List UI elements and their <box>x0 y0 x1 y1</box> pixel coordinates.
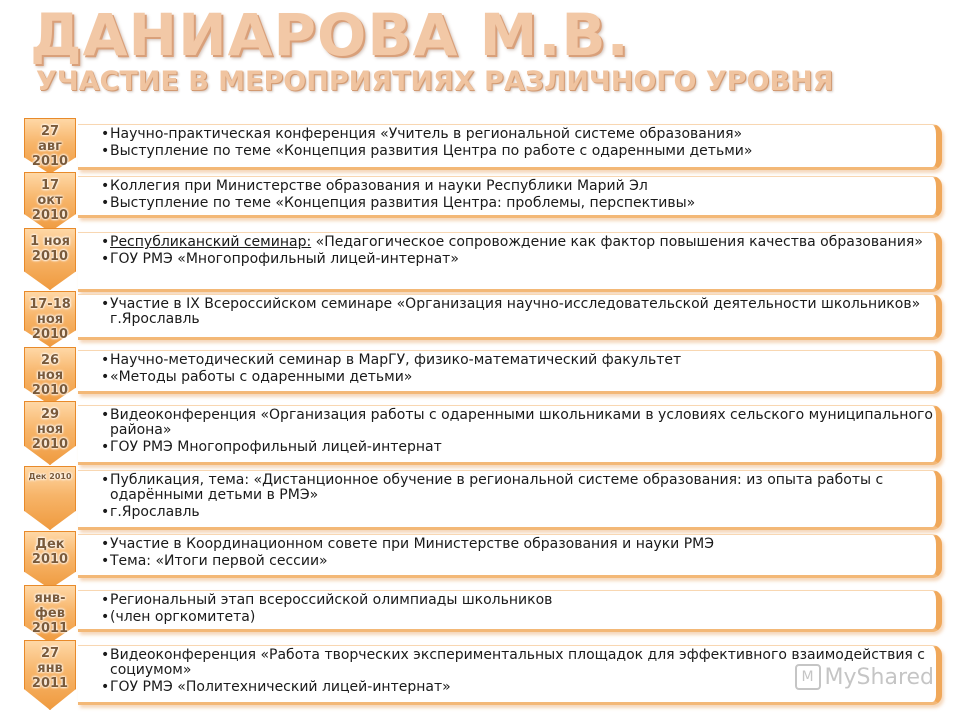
event-date-part: янв <box>37 661 63 676</box>
event-date-part: ноя <box>36 422 64 437</box>
event-items <box>78 593 936 625</box>
event-date-part: 26 <box>40 353 60 368</box>
event-item-text: Видеоконференция «Организация работы с одаренными школьниками в условиях сельского муниципального района» <box>110 407 933 438</box>
event-item-text: Коллегия при Министерстве образования и науки Республики Марий Эл <box>110 178 648 194</box>
event-item-text: Научно-практическая конференция «Учитель в региональной системе образования» <box>110 126 743 142</box>
event-card <box>78 590 942 632</box>
event-card <box>78 534 942 578</box>
event-item <box>101 408 936 438</box>
event-date <box>22 353 78 398</box>
event-date <box>22 646 78 691</box>
event-date <box>22 178 78 223</box>
event-items <box>78 473 936 520</box>
event-date-part: 1 ноя <box>30 234 70 249</box>
event-item <box>101 537 936 552</box>
event-card <box>78 470 942 530</box>
event-date-part: 2010 <box>31 154 69 169</box>
watermark <box>795 664 934 690</box>
event-date <box>22 472 78 482</box>
event-item-text: Участие в IX Всероссийском семинаре «Организация научно-исследовательской деятельности школьников» г.Ярославль <box>110 296 921 327</box>
event-date-part: янв- <box>34 591 66 606</box>
event-item <box>101 196 936 211</box>
event-item <box>101 252 936 267</box>
event-card <box>78 350 942 394</box>
event-date-part: Дек 2010 <box>28 472 72 481</box>
event-date <box>22 234 78 264</box>
event-item-prefix: Республиканский семинар: <box>110 234 312 250</box>
event-item <box>101 127 936 142</box>
event-date-part: фев <box>35 606 65 621</box>
event-items <box>78 297 936 327</box>
event-item <box>101 353 936 368</box>
event-item-text: Видеоконференция «Работа творческих экспериментальных площадок для эффективного взаимодействия с социумом» <box>110 647 926 678</box>
event-date-part: 17-18 <box>29 297 71 312</box>
event-item-text: Выступление по теме «Концепция развития Центра по работе с одаренными детьми» <box>110 143 753 159</box>
event-card <box>78 232 942 292</box>
event-date <box>22 591 78 636</box>
event-item-text: (член оргкомитета) <box>110 609 256 625</box>
event-item-text: г.Ярославль <box>110 504 200 520</box>
event-item <box>101 554 936 569</box>
event-item <box>101 370 936 385</box>
event-item <box>101 179 936 194</box>
event-items <box>78 235 936 267</box>
event-date-part: 2011 <box>31 676 69 691</box>
event-item-text: ГОУ РМЭ Многопрофильный лицей-интернат <box>110 439 442 455</box>
event-item-text: Публикация, тема: «Дистанционное обучение в региональной системе образования: из опыта работы с одарёнными детьми в РМЭ» <box>110 472 884 503</box>
page-subtitle: УЧАСТИЕ В МЕРОПРИЯТИЯХ РАЗЛИЧНОГО УРОВНЯ <box>36 66 834 97</box>
event-items <box>78 537 936 569</box>
event-item <box>101 473 936 503</box>
event-item <box>101 144 936 159</box>
event-card <box>78 176 942 218</box>
event-date-part: 2010 <box>31 437 69 452</box>
event-item-text: «Методы работы с одаренными детьми» <box>110 369 413 385</box>
event-item-text: «Педагогическое сопровождение как фактор повышения качества образования» <box>311 234 923 250</box>
event-date-part: 2010 <box>31 552 69 567</box>
event-date-part: 17 <box>40 178 60 193</box>
event-date-part: ноя <box>36 312 64 327</box>
page-title: ДАНИАРОВА М.В. <box>30 1 630 69</box>
event-card <box>78 405 942 465</box>
event-date <box>22 124 78 169</box>
event-date <box>22 407 78 452</box>
event-item-text: Участие в Координационном совете при Министерстве образования и науки РМЭ <box>110 536 715 552</box>
watermark-logo-icon: М <box>795 664 821 690</box>
event-item <box>101 235 936 250</box>
event-date <box>22 537 78 567</box>
event-date-part: 29 <box>40 407 60 422</box>
event-date-part: 2010 <box>31 327 69 342</box>
event-date-part: 2011 <box>31 621 69 636</box>
event-item-text: Региональный этап всероссийской олимпиады школьников <box>110 592 553 608</box>
event-items <box>78 408 936 455</box>
event-date-part: Дек <box>35 537 65 552</box>
event-card <box>78 294 942 340</box>
event-item <box>101 440 936 455</box>
event-date-part: 2010 <box>31 208 69 223</box>
event-items <box>78 127 936 159</box>
event-item-text: ГОУ РМЭ «Политехнический лицей-интернат» <box>110 679 451 695</box>
event-item-text: ГОУ РМЭ «Многопрофильный лицей-интернат» <box>110 251 459 267</box>
event-items <box>78 353 936 385</box>
event-date-part: 2010 <box>31 383 69 398</box>
event-date-part: окт <box>37 193 63 208</box>
watermark-text: MyShared <box>824 664 934 690</box>
event-item <box>101 297 936 327</box>
event-item-text: Выступление по теме «Концепция развития Центра: проблемы, перспективы» <box>110 195 696 211</box>
event-date-part: ноя <box>36 368 64 383</box>
event-item <box>101 610 936 625</box>
event-item-text: Тема: «Итоги первой сессии» <box>110 553 328 569</box>
event-date-part: 2010 <box>31 249 69 264</box>
event-date-part: 27 <box>40 646 60 661</box>
event-date <box>22 297 78 342</box>
event-item-text: Научно-методический семинар в МарГУ, физико-математический факультет <box>110 352 682 368</box>
event-items <box>78 179 936 211</box>
event-date-part: авг <box>38 139 62 154</box>
event-item <box>101 593 936 608</box>
event-card <box>78 124 942 170</box>
event-item <box>101 505 936 520</box>
event-date-part: 27 <box>40 124 60 139</box>
